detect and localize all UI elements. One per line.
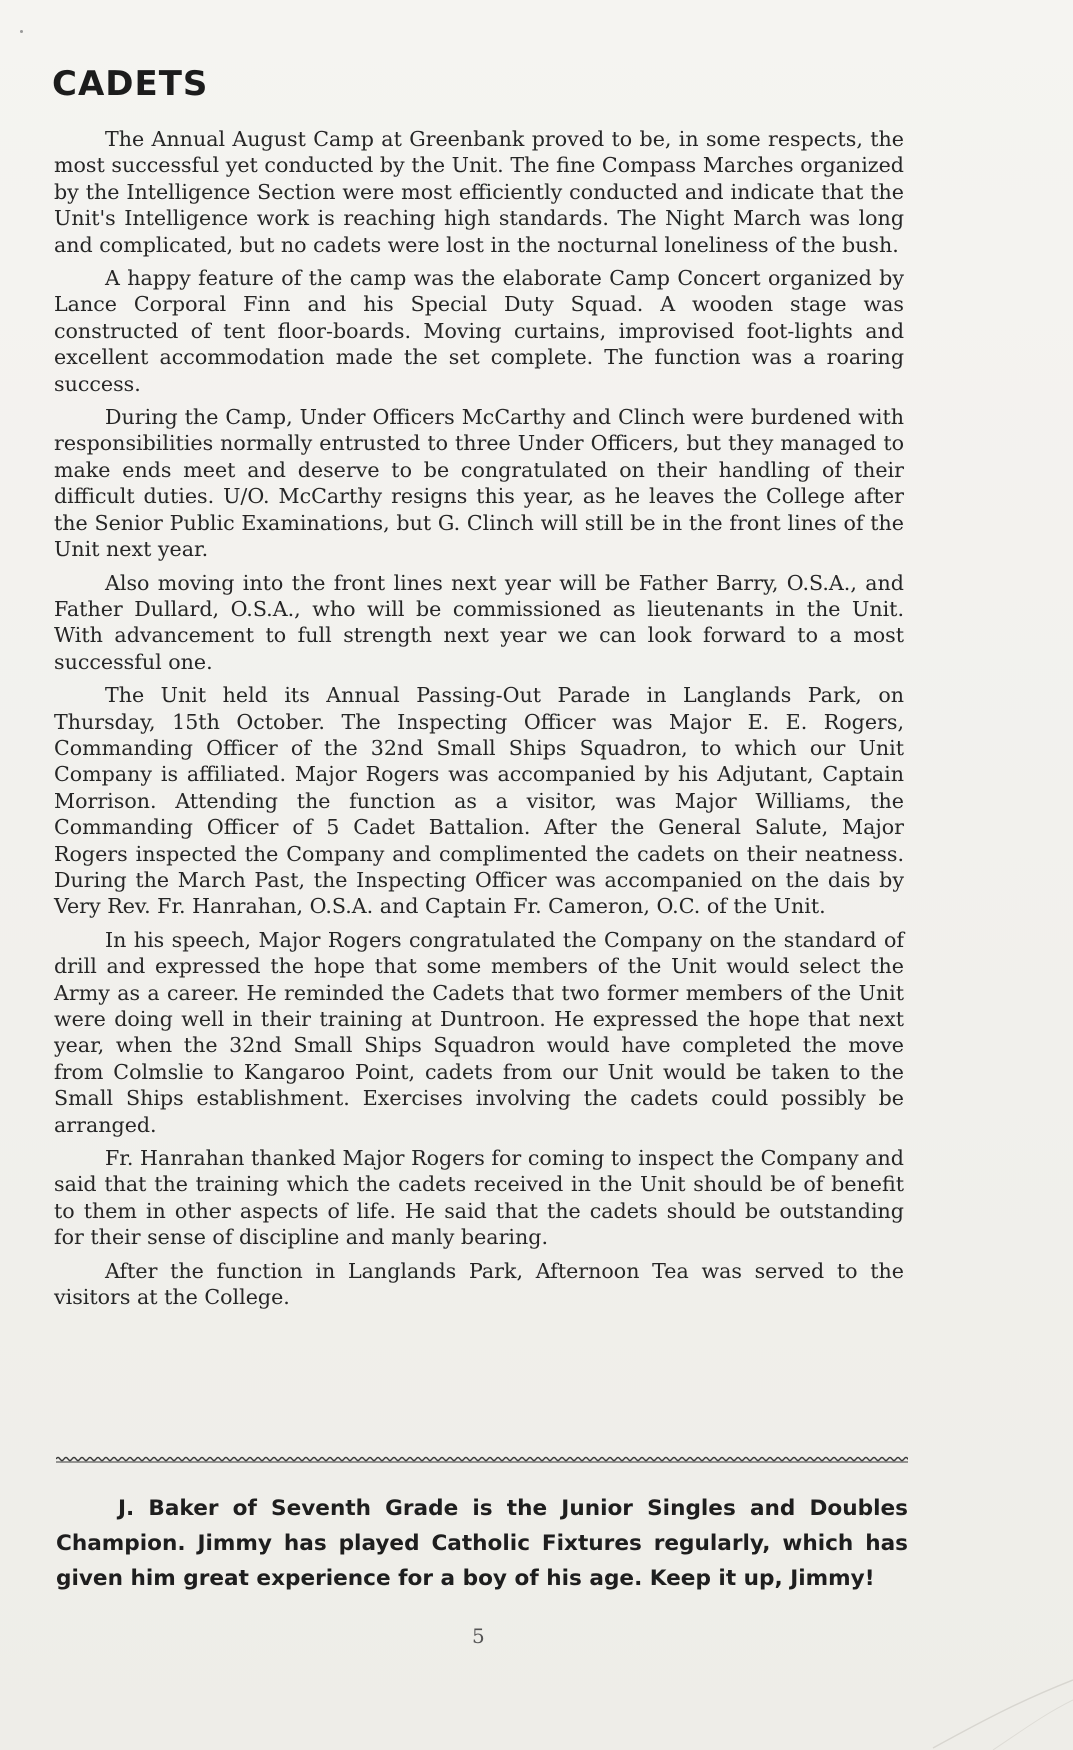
junior-champion-note: J. Baker of Seventh Grade is the Junior Singles and Doubles Champion. Jimmy has played Catholic Fixtures regularly, which has given him great experience for a boy of his age. Keep it up, Jimmy! — [56, 1496, 908, 1591]
paragraph-under-officers: During the Camp, Under Officers McCarthy and Clinch were burdened with responsibilities normally entrusted to three Under Officers, but they managed to make ends meet and deserve to be congratulated on their handling of their difficult duties. U/O. McCarthy resigns this year, as he leaves the College after the Senior Public Examinations, but G. Clinch will still be in the front lines of the Unit next year. — [54, 405, 904, 562]
section-heading: CADETS — [52, 64, 209, 104]
paper-crease — [873, 1660, 1073, 1750]
paragraph-parade: The Unit held its Annual Passing-Out Parade in Langlands Park, on Thursday, 15th October. The Inspecting Officer was Major E. E. Rogers, Commanding Officer of the 32nd Small Ships Squadron, to which our Unit Company is affiliated. Major Rogers was accompanied by his Adjutant, Captain Morrison. Attending the function as a visitor, was Major Williams, the Commanding Officer of 5 Cadet Battalion. After the General Salute, Major Rogers inspected the Company and complimented the cadets on their neatness. During the March Past, the Inspecting Officer was accompanied on the dais by Very Rev. Fr. Hanrahan, O.S.A. and Captain Fr. Cameron, O.C. of the Unit. — [54, 683, 904, 919]
paragraph-speech: In his speech, Major Rogers congratulated the Company on the standard of drill and expressed the hope that some members of the Unit would select the Army as a career. He reminded the Cadets that two former members of the Unit were doing well in their training at Duntroon. He expressed the hope that next year, when the 32nd Small Ships Squadron would have completed the move from Colmslie to Kangaroo Point, cadets from our Unit would be taken to the Small Ships establishment. Exercises involving the cadets could possibly be arranged. — [54, 927, 904, 1137]
wavy-divider — [56, 1453, 908, 1465]
article-body — [54, 126, 904, 1317]
paragraph-afternoon-tea: After the function in Langlands Park, Afternoon Tea was served to the visitors at the College. — [54, 1258, 904, 1310]
paper-speck — [20, 30, 23, 33]
paragraph-camp: The Annual August Camp at Greenbank proved to be, in some respects, the most successful yet conducted by the Unit. The fine Compass Marches organized by the Intelligence Section were most efficiently conducted and indicate that the Unit's Intelligence work is reaching high standards. The Night March was long and complicated, but no cadets were lost in the nocturnal loneliness of the bush. — [54, 127, 904, 257]
paragraph-lieutenants: Also moving into the front lines next year will be Father Barry, O.S.A., and Father Dullard, O.S.A., who will be commissioned as lieutenants in the Unit. With advancement to full strength next year we can look forward to a most successful one. — [54, 570, 904, 674]
paragraph-thanks: Fr. Hanrahan thanked Major Rogers for coming to inspect the Company and said that the training which the cadets received in the Unit should be of benefit to them in other aspects of life. He said that the cadets should be outstanding for their sense of discipline and manly bearing. — [54, 1146, 904, 1250]
wavy-divider-line — [56, 1458, 908, 1461]
paragraph-concert: A happy feature of the camp was the elaborate Camp Concert organized by Lance Corporal Finn and his Special Duty Squad. A wooden stage was constructed of tent floor-boards. Moving curtains, improvised foot-lights and excellent accommodation made the set complete. The function was a roaring success. — [54, 266, 904, 396]
page-number: 5 — [472, 1624, 485, 1648]
